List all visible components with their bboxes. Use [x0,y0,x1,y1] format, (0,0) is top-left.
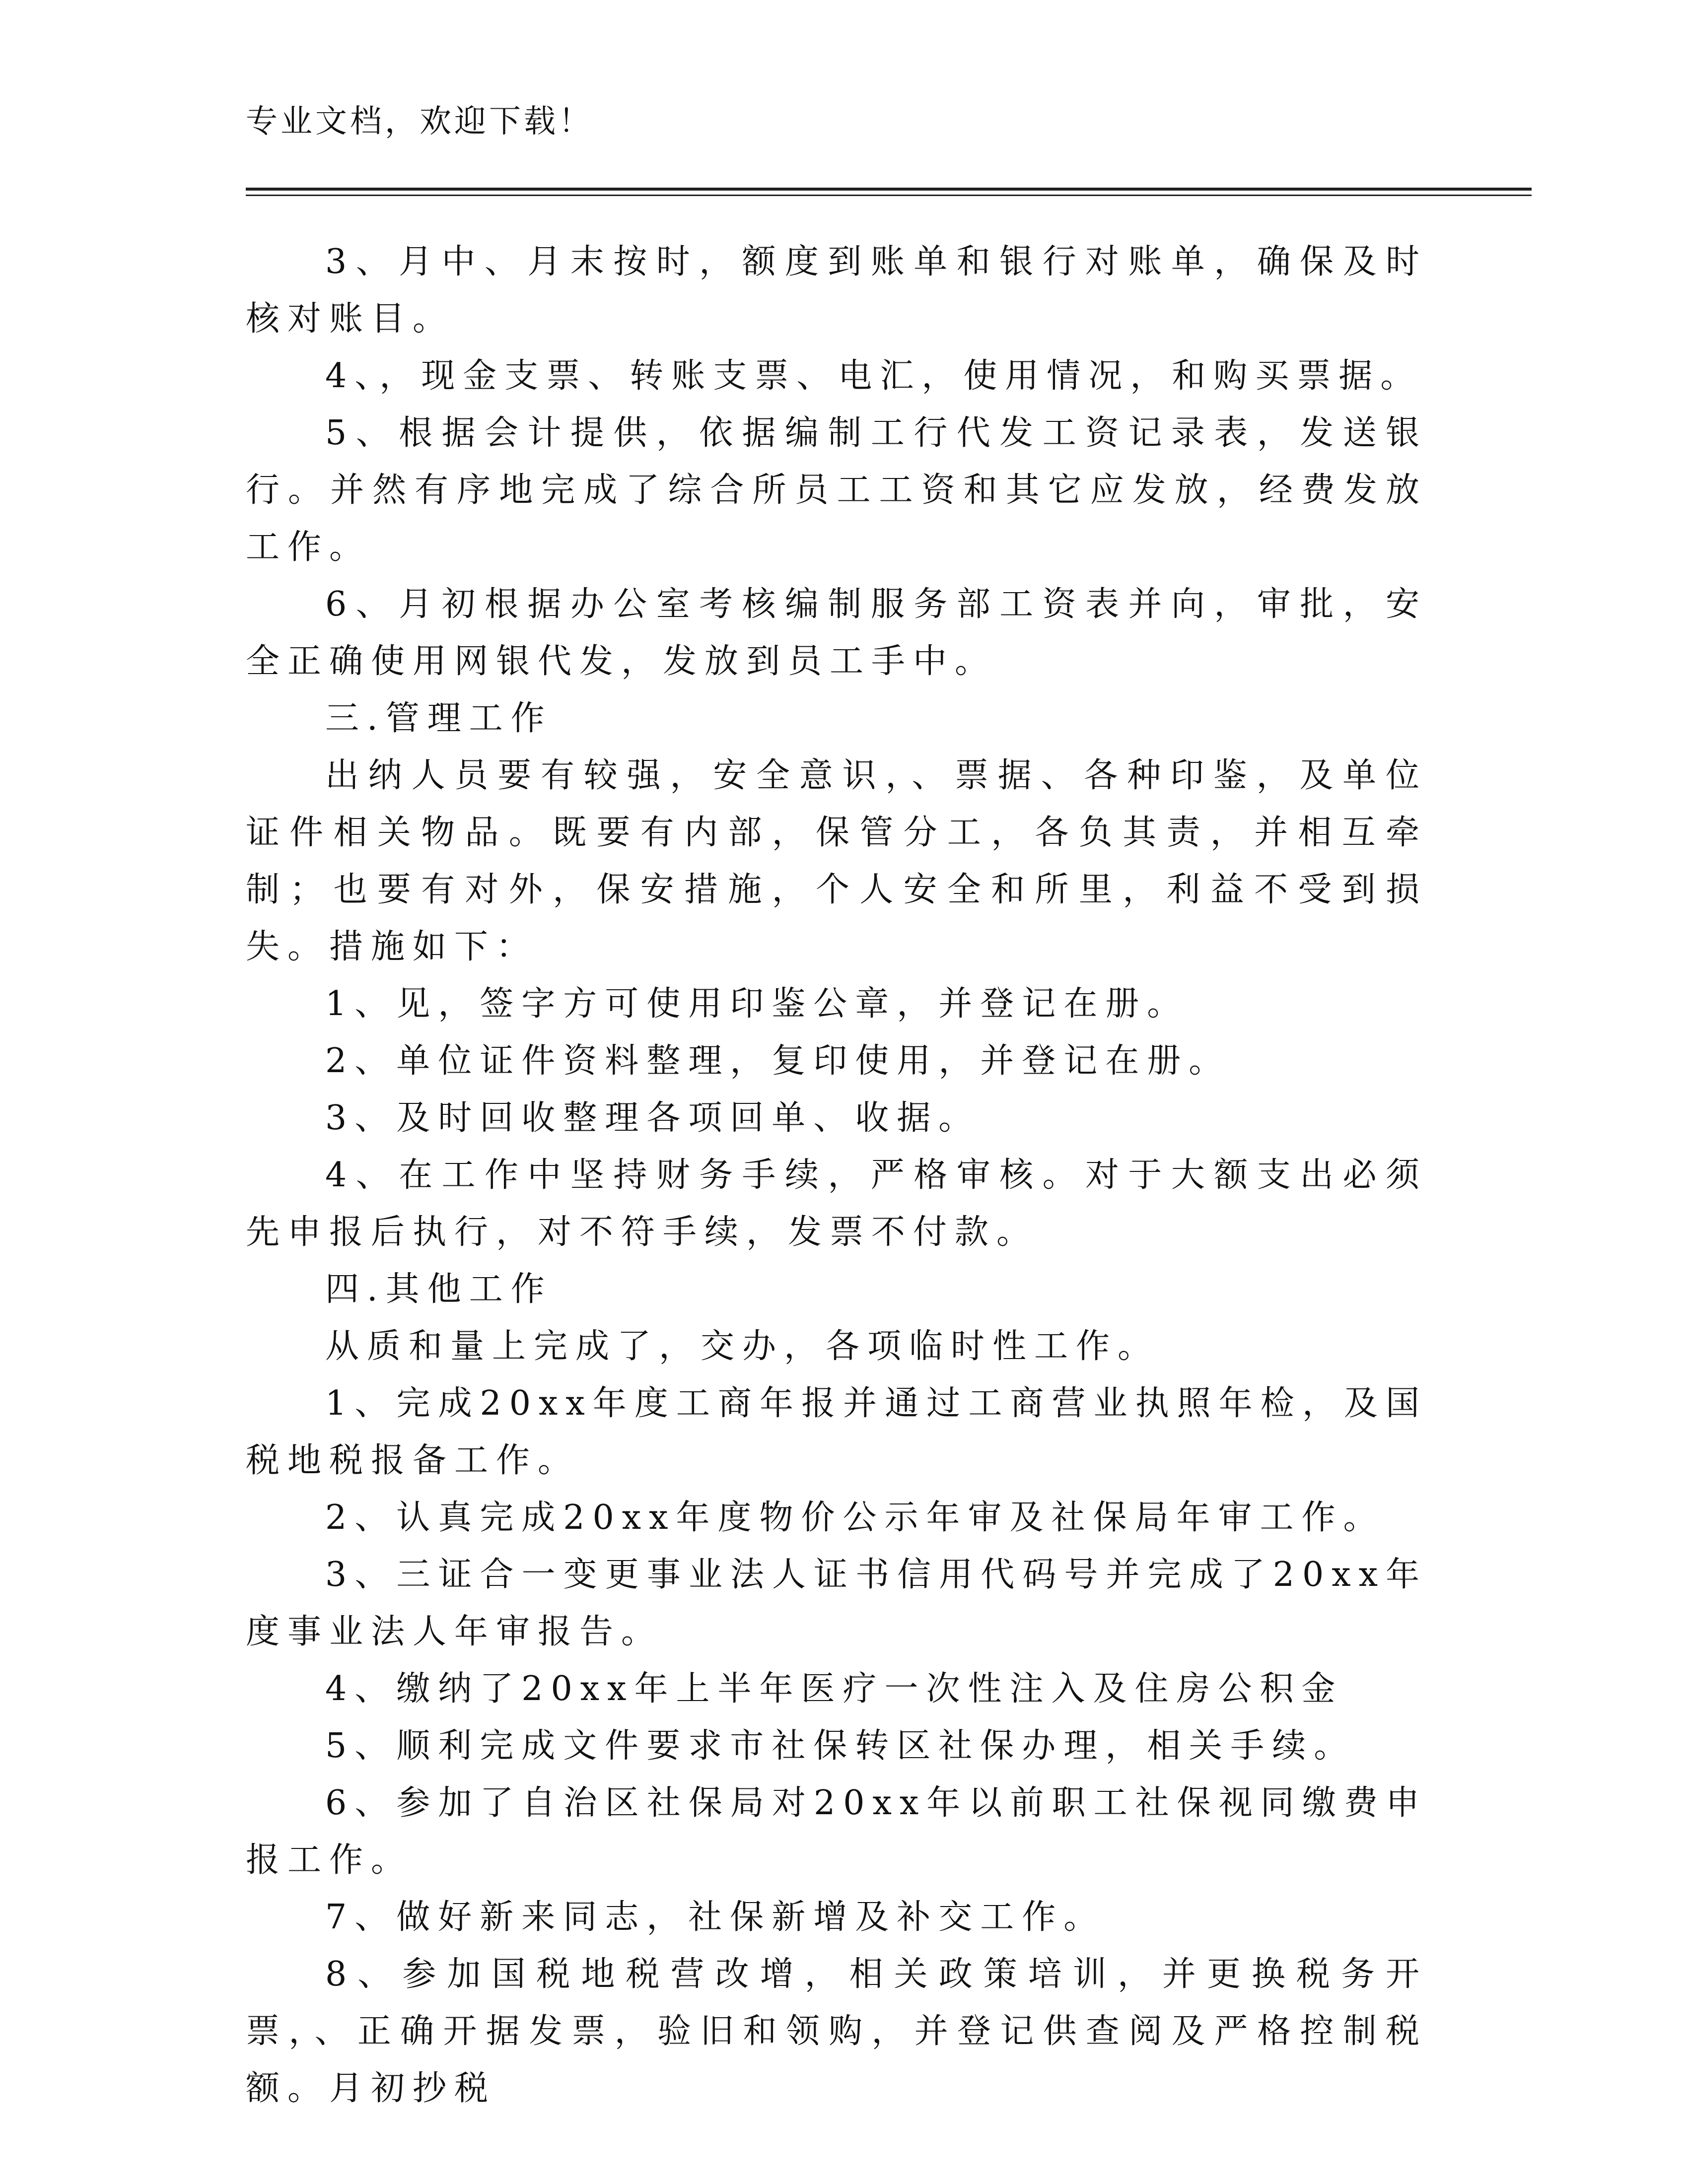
paragraph: 5、根据会计提供，依据编制工行代发工资记录表，发送银行。并然有序地完成了综合所员工工资和其它应发放，经费发放工作。 [246,413,1427,567]
list-item: 4、在工作中坚持财务手续，严格审核。对于大额支出必须先申报后执行，对不符手续，发票不付款。 [246,1156,1427,1252]
list-item: 1、完成20xx年度工商年报并通过工商营业执照年检，及国税地税报备工作。 [246,1384,1427,1480]
paragraph: 4、，现金支票、转账支票、电汇，使用情况，和购买票据。 [325,356,1422,396]
list-item: 5、顺利完成文件要求市社保转区社保办理，相关手续。 [325,1726,1356,1766]
list-item: 2、单位证件资料整理，复印使用，并登记在册。 [325,1041,1231,1081]
list-item: 6、参加了自治区社保局对20xx年以前职工社保视同缴费申报工作。 [246,1783,1427,1880]
list-item: 3、及时回收整理各项回单、收据。 [325,1098,981,1138]
paragraph: 从质和量上完成了，交办，各项临时性工作。 [325,1327,1160,1366]
list-item: 4、缴纳了20xx年上半年医疗一次性注入及住房公积金 [325,1669,1343,1708]
paragraph: 6、月初根据办公室考核编制服务部工资表并向，审批，安全正确使用网银代发，发放到员工手中。 [246,585,1427,681]
header-divider-thick [246,188,1532,191]
section-heading: 三.管理工作 [325,699,553,738]
paragraph: 出纳人员要有较强，安全意识，、票据、各种印鉴，及单位证件相关物品。既要有内部，保管分工，各负其责，并相互牵制；也要有对外，保安措施，个人安全和所里，利益不受到损失。措施如下： [246,756,1427,966]
list-item: 3、三证合一变更事业法人证书信用代码号并完成了20xx年度事业法人年审报告。 [246,1555,1427,1651]
list-item: 8、参加国税地税营改增，相关政策培训，并更换税务开票，、正确开据发票，验旧和领购，并登记供查阅及严格控制税额。月初抄税 [246,1955,1427,2108]
list-item: 1、见，签字方可使用印鉴公章，并登记在册。 [325,984,1189,1024]
page-header: 专业文档，欢迎下载！ [246,103,593,140]
section-heading: 四.其他工作 [325,1270,553,1309]
header-divider-thin [246,195,1532,196]
list-item: 7、做好新来同志，社保新增及补交工作。 [325,1898,1106,1937]
paragraph: 3、月中、月末按时，额度到账单和银行对账单，确保及时核对账目。 [246,242,1427,339]
list-item: 2、认真完成20xx年度物价公示年审及社保局年审工作。 [325,1498,1385,1537]
document-body [246,233,1427,2117]
